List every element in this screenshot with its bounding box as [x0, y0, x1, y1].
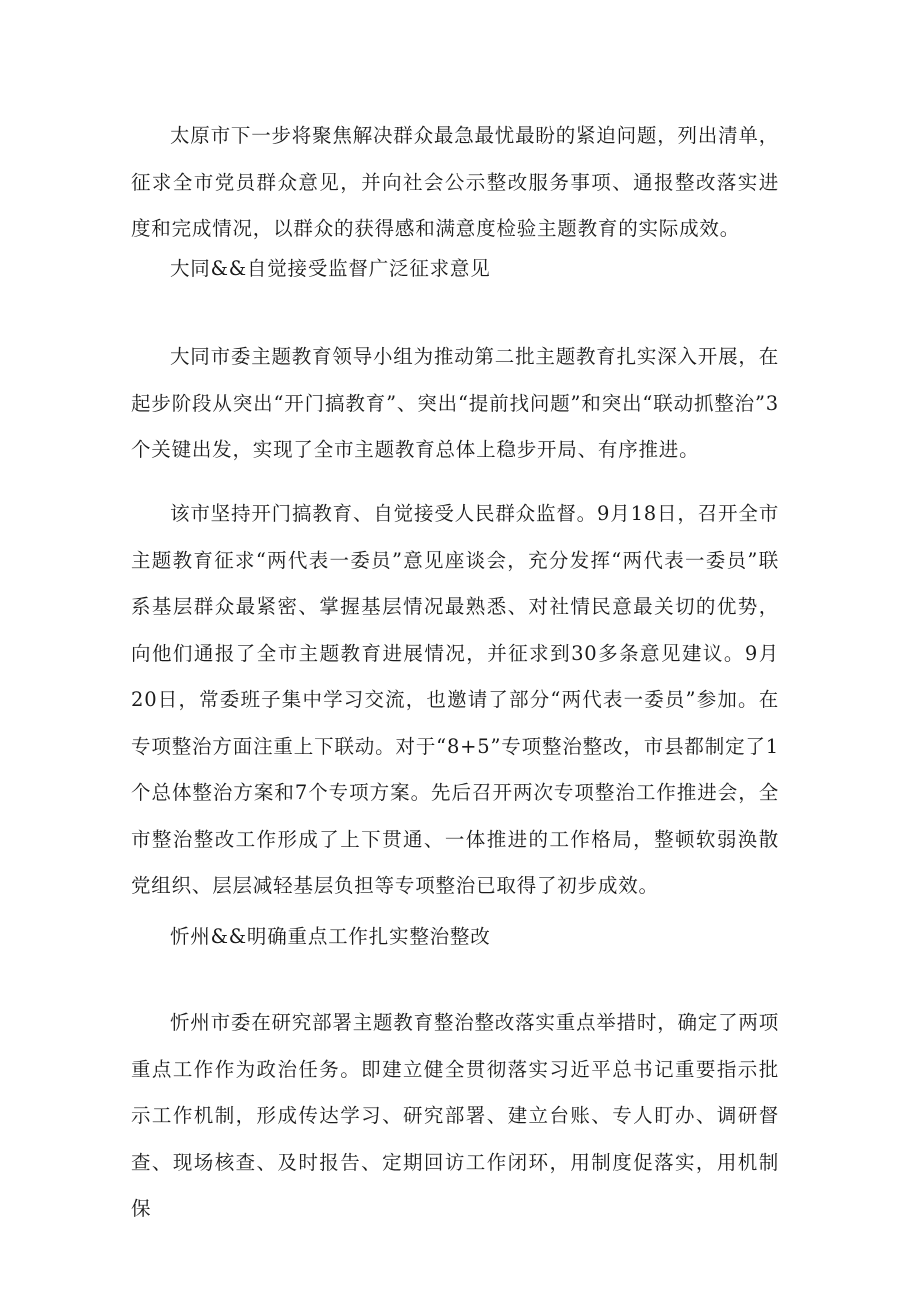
- paragraph-xinzhou: 忻州市委在研究部署主题教育整治整改落实重点举措时，确定了两项重点工作作为政治任务。即建立健全贯彻落实习近平总书记重要指示批示工作机制，形成传达学习、研究部署、建立台账、专人盯办、调研督查、现场核查、及时报告、定期回访工作闭环，用制度促落实，用机制保: [131, 1011, 780, 1220]
- paragraph-datong-intro: 大同市委主题教育领导小组为推动第二批主题教育扎实深入开展，在起步阶段从突出“开门搞教育”、突出“提前找问题”和突出“联动抓整治”3个关键出发，实现了全市主题教育总体上稳步开局、有序推进。: [131, 345, 780, 461]
- paragraph-datong-detail: 该市坚持开门搞教育、自觉接受人民群众监督。9月18日，召开全市主题教育征求“两代表一委员”意见座谈会，充分发挥“两代表一委员”联系基层群众最紧密、掌握基层情况最熟悉、对社情民意最关切的优势，向他们通报了全市主题教育进展情况，并征求到30多条意见建议。9月20日，常委班子集中学习交流，也邀请了部分“两代表一委员”参加。在专项整治方面注重上下联动。对于“8+5”专项整治整改，市县都制定了1个总体整治方案和7个专项方案。先后召开两次专项整治工作推进会，全市整治整改工作形成了上下贯通、一体推进的工作格局，整顿软弱涣散党组织、层层减轻基层负担等专项整治已取得了初步成效。: [131, 502, 779, 897]
- section-heading-datong: 大同&&自觉接受监督广泛征求意见: [170, 257, 491, 280]
- paragraph-taiyuan: 太原市下一步将聚焦解决群众最急最忧最盼的紧迫问题，列出清单，征求全市党员群众意见，并向社会公示整改服务事项、通报整改落实进度和完成情况，以群众的获得感和满意度检验主题教育的实际成效。: [131, 124, 780, 240]
- section-heading-xinzhou: 忻州&&明确重点工作扎实整治整改: [170, 925, 491, 948]
